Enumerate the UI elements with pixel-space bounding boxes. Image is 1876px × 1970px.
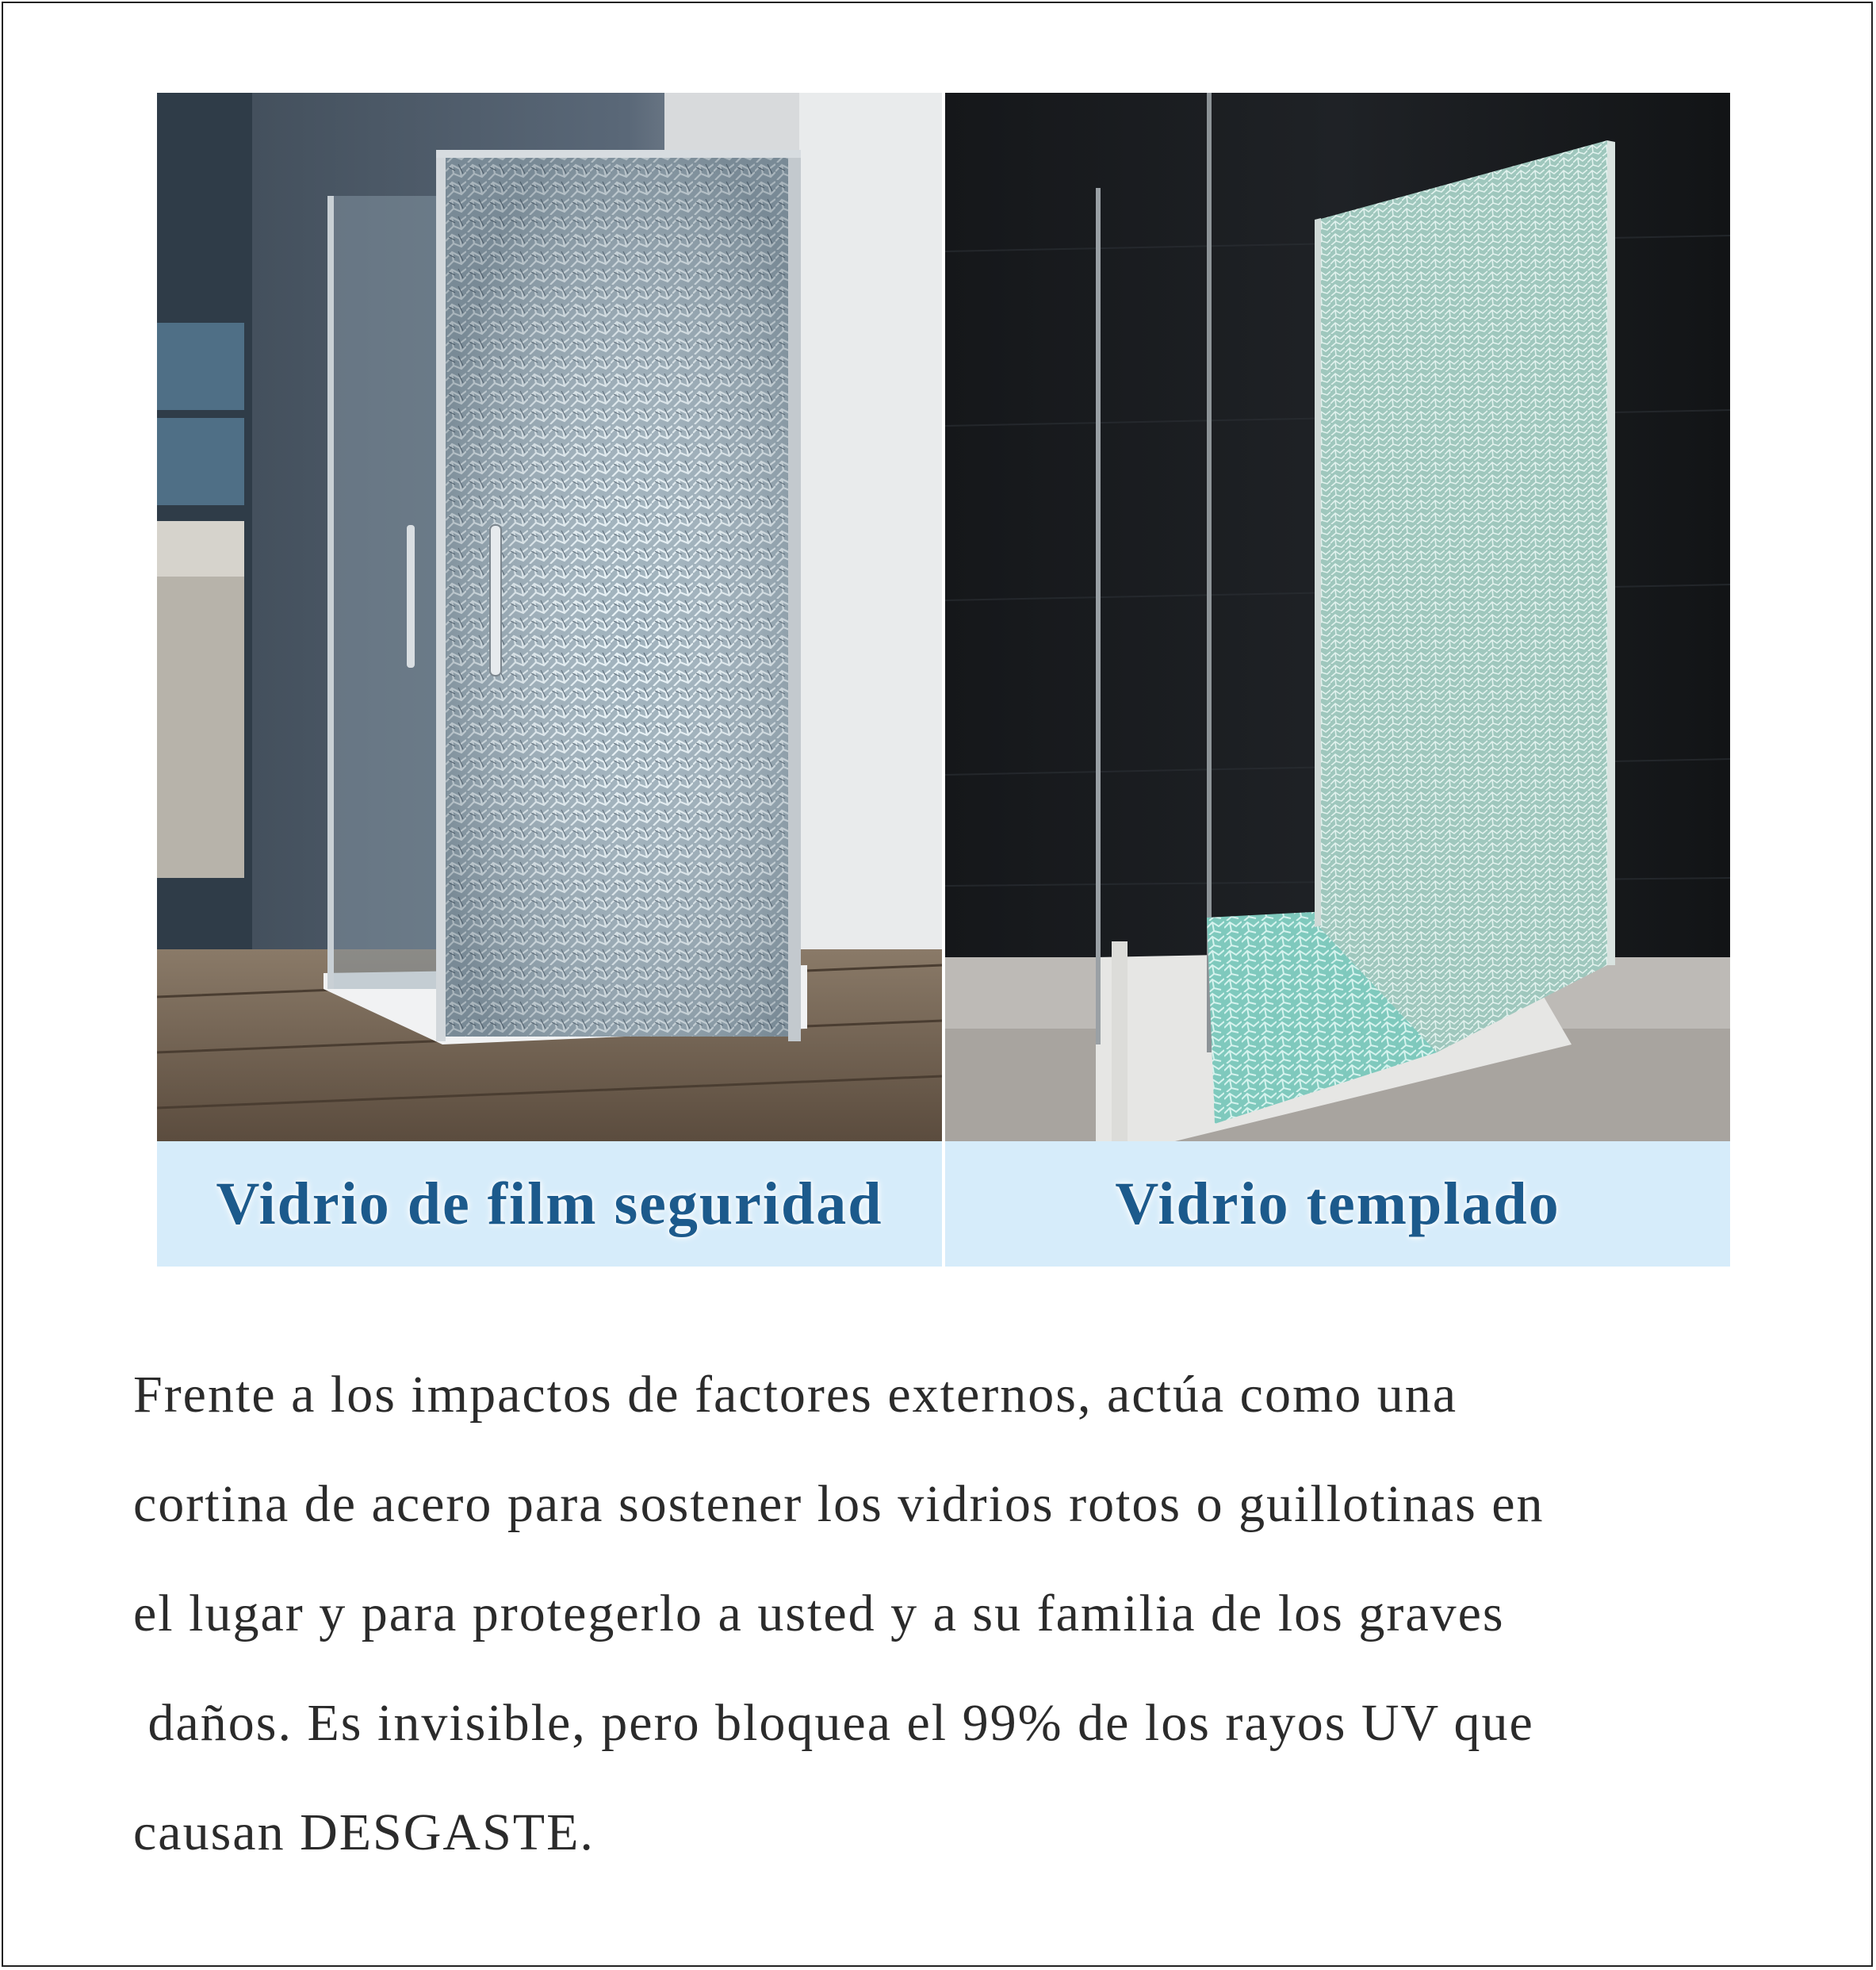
description-text (133, 1340, 1814, 1888)
safety-film-caption: Vidrio de film seguridad (216, 1170, 883, 1237)
description-line: daños. Es invisible, pero bloquea el 99% de los rayos UV que (133, 1694, 1534, 1752)
comparison-panel (157, 93, 1730, 1267)
tempered-glass-caption-bar (945, 1141, 1730, 1267)
safety-film-shower-photo (157, 93, 942, 1141)
description-line: Frente a los impactos de factores externos, actúa como una (133, 1366, 1458, 1424)
description-line: causan DESGASTE. (133, 1803, 595, 1861)
tempered-glass-caption: Vidrio templado (1115, 1170, 1560, 1237)
tempered-glass-photo (945, 93, 1730, 1141)
description-line: cortina de acero para sostener los vidrios rotos o guillotinas en (133, 1475, 1545, 1533)
description-line: el lugar y para protegerlo a usted y a su familia de los graves (133, 1585, 1505, 1642)
panel-divider (942, 93, 945, 1267)
safety-film-caption-bar (157, 1141, 942, 1267)
